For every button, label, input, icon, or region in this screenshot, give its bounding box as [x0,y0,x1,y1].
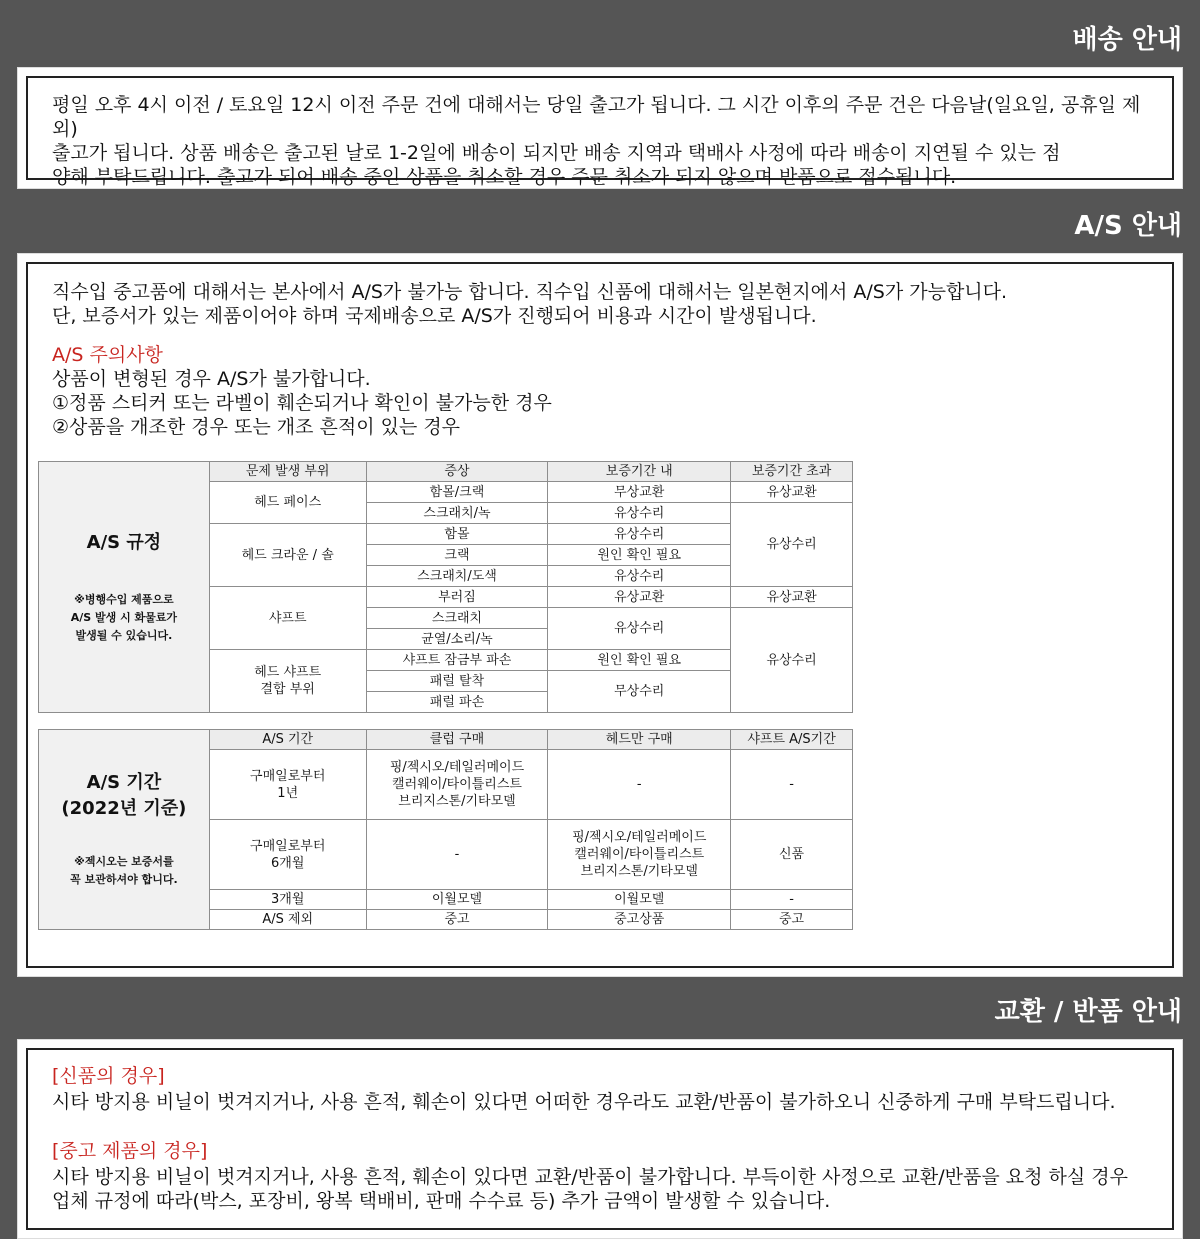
as-period-table [38,729,853,930]
period-side-note: ※젝시오는 보증서를 꼭 보관하셔야 합니다. [70,855,178,886]
part-cell: 헤드 샤프트 결합 부위 [209,650,366,713]
period-cell: 구매일로부터 1년 [209,750,366,820]
period-side-title: A/S 기간 (2022년 기준) [61,772,187,819]
overdue-cell: 유상교환 [731,587,853,608]
col-header: 샤프트 A/S기간 [731,730,853,750]
symptom-cell: 함몰 [366,524,548,545]
warranty-cell: 유상수리 [548,524,731,545]
warranty-cell: 원인 확인 필요 [548,650,731,671]
col-header: 보증기간 내 [548,462,731,482]
exchange-new-body: 시타 방지용 비닐이 벗겨지거나, 사용 흔적, 훼손이 있다면 어떠한 경우라도 교환/반품이 불가하오니 신중하게 구매 부탁드립니다. [52,1091,1116,1113]
as-inner-frame [26,262,1174,968]
warranty-cell: 무상수리 [548,671,731,713]
warranty-cell: 유상교환 [548,587,731,608]
exchange-used-body: 시타 방지용 비닐이 벗겨지거나, 사용 흔적, 훼손이 있다면 교환/반품이 불가합니다. 부득이한 사정으로 교환/반품을 요청 하실 경우 업체 규정에 따라(박스, 포장비, 왕복 택배비, 판매 수수료 등) 추가 금액이 발생할 수 있습니다. [52,1166,1128,1212]
col-header: 클럽 구매 [366,730,548,750]
col-header: 문제 발생 부위 [209,462,366,482]
col-header: 증상 [366,462,548,482]
period-side-cell [39,730,210,930]
club-cell: 이월모델 [366,890,548,910]
period-cell: A/S 제외 [209,910,366,930]
symptom-cell: 함몰/크랙 [366,482,548,503]
exchange-box [17,1039,1183,1239]
period-cell: 구매일로부터 6개월 [209,820,366,890]
symptom-cell: 패럴 탈착 [366,671,548,692]
exchange-new-title: [신품의 경우] [52,1065,165,1087]
col-header: 헤드만 구매 [548,730,731,750]
part-cell: 샤프트 [209,587,366,650]
part-cell: 헤드 크라운 / 솔 [209,524,366,587]
head-cell: 핑/젝시오/테일러메이드 캘러웨이/타이틀리스트 브리지스톤/기타모델 [548,820,731,890]
col-header: 보증기간 초과 [731,462,853,482]
overdue-cell: 유상수리 [731,608,853,713]
period-cell: 3개월 [209,890,366,910]
exchange-used-title: [중고 제품의 경우] [52,1140,208,1162]
as-rules-table [38,461,853,713]
col-header: A/S 기간 [209,730,366,750]
symptom-cell: 샤프트 잠금부 파손 [366,650,548,671]
shaft-cell: 신품 [731,820,853,890]
symptom-cell: 패럴 파손 [366,692,548,713]
rules-side-note: ※병행수입 제품으로 A/S 발생 시 화물료가 발생될 수 있습니다. [70,592,178,642]
symptom-cell: 스크래치/도색 [366,566,548,587]
as-section-title: A/S 안내 [1074,211,1182,241]
club-cell: - [366,820,548,890]
as-caution-title: A/S 주의사항 [52,344,163,366]
warranty-cell: 유상수리 [548,566,731,587]
symptom-cell: 스크래치 [366,608,548,629]
exchange-section-title: 교환 / 반품 안내 [994,997,1182,1027]
rules-side-title: A/S 규정 [86,531,162,553]
warranty-cell: 원인 확인 필요 [548,545,731,566]
part-cell: 헤드 페이스 [209,482,366,524]
as-intro: 직수입 중고품에 대해서는 본사에서 A/S가 불가능 합니다. 직수입 신품에 대해서는 일본현지에서 A/S가 가능합니다. 단, 보증서가 있는 제품이어야 하며 국제배송으로 A/S가 진행되어 비용과 시간이 발생됩니다. [52,281,1008,327]
as-caution-body: 상품이 변형된 경우 A/S가 불가합니다. ①정품 스티커 또는 라벨이 훼손되거나 확인이 불가능한 경우 ②상품을 개조한 경우 또는 개조 흔적이 있는 경우 [52,368,552,438]
table-header-row [39,462,853,482]
club-cell: 핑/젝시오/테일러메이드 캘러웨이/타이틀리스트 브리지스톤/기타모델 [366,750,548,820]
shipping-inner-frame [26,76,1174,188]
overdue-cell: 유상교환 [731,482,853,503]
shipping-box [17,67,1183,189]
head-cell: 이월모델 [548,890,731,910]
rules-side-cell [39,462,210,713]
symptom-cell: 균열/소리/녹 [366,629,548,650]
shipping-section-title: 배송 안내 [1072,25,1182,55]
warranty-cell: 유상수리 [548,608,731,650]
symptom-cell: 크랙 [366,545,548,566]
club-cell: 중고 [366,910,548,930]
shaft-cell: - [731,750,853,820]
shaft-cell: 중고 [731,910,853,930]
overdue-cell: 유상수리 [731,503,853,587]
warranty-cell: 무상교환 [548,482,731,503]
symptom-cell: 스크래치/녹 [366,503,548,524]
warranty-cell: 유상수리 [548,503,731,524]
shaft-cell: - [731,890,853,910]
shipping-body: 평일 오후 4시 이전 / 토요일 12시 이전 주문 건에 대해서는 당일 출고가 됩니다. 그 시간 이후의 주문 건은 다음날(일요일, 공휴일 제외) 출고가 됩니다. 상품 배송은 출고된 날로 1-2일에 배송이 되지만 배송 지역과 택배사 사정에 따라 배송이 지연될 수 있는 점 양해 부탁드립니다. 출고가 되어 배송 중인 상품을 취소할 경우 주문 취소가 되지 않으며 반품으로 접수됩니다. [52,94,1141,188]
exchange-inner-frame [26,1048,1174,1230]
table-header-row [39,730,853,750]
as-box [17,253,1183,977]
head-cell: 중고상품 [548,910,731,930]
head-cell: - [548,750,731,820]
symptom-cell: 부러짐 [366,587,548,608]
